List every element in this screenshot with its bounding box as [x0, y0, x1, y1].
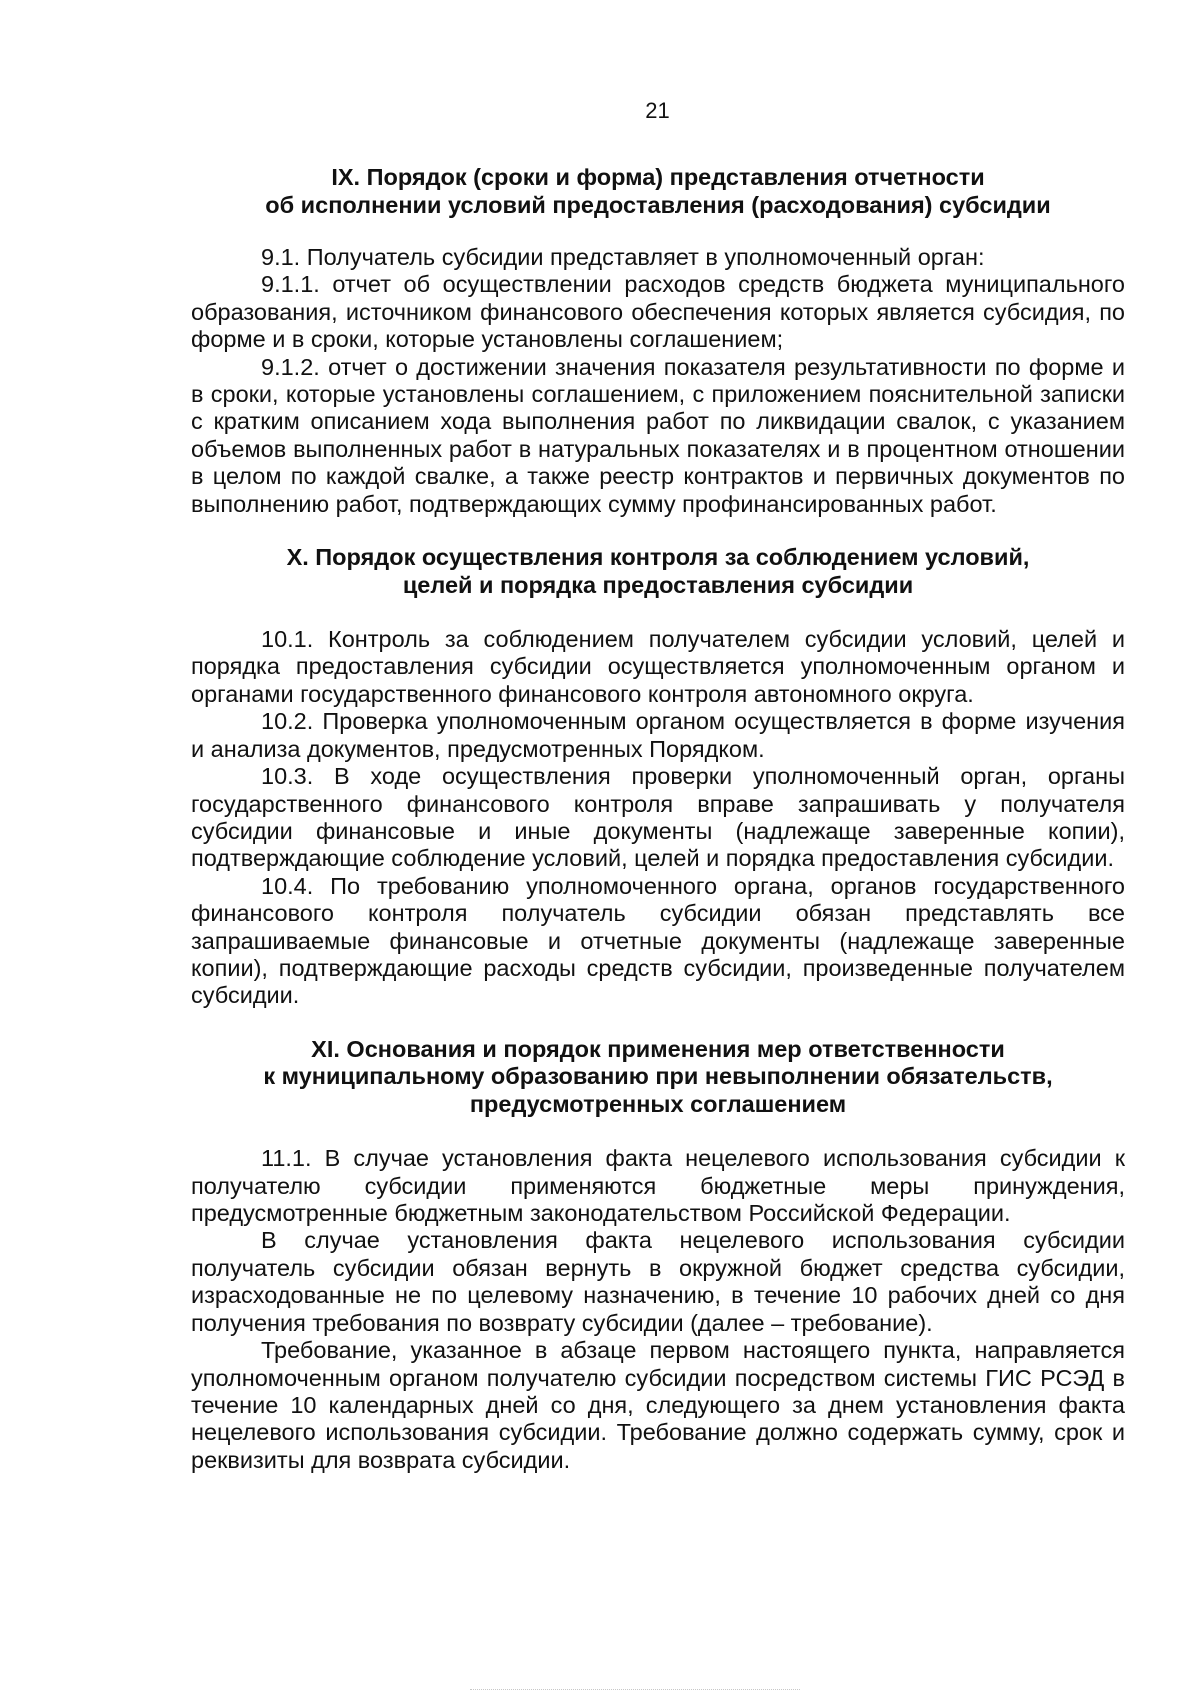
paragraph-9-1-1: 9.1.1. отчет об осуществлении расходов средств бюджета муниципального образования, источником финансового обеспечения которых является субсидия, по форме и в сроки, которые установлены соглашением; [191, 271, 1125, 353]
paragraph-9-1: 9.1. Получатель субсидии представляет в уполномоченный орган: [261, 244, 985, 270]
paragraph-11-1-third: Требование, указанное в абзаце первом настоящего пункта, направляется уполномоченным органом получателю субсидии посредством системы ГИС РСЭД в течение 10 календарных дней со дня, следующего за днем установления факта нецелевого использования субсидии. Требование должно содержать сумму, срок и реквизиты для возврата субсидии. [191, 1337, 1125, 1473]
document-body [191, 164, 1125, 1474]
section-x-heading [191, 544, 1125, 599]
section-xi-heading [191, 1036, 1125, 1119]
heading-line: к муниципальному образованию при невыполнении обязательств, [263, 1063, 1053, 1090]
paragraph-10-4: 10.4. По требованию уполномоченного органа, органов государственного финансового контроля получатель субсидии обязан представлять все запрашиваемые финансовые и отчетные документы (надлежаще заверенные копии), подтверждающие расходы средств субсидии, произведенные получателем субсидии. [191, 872, 1125, 1009]
heading-line: IX. Порядок (сроки и форма) представления отчетности [331, 164, 985, 190]
section-x [191, 544, 1125, 1010]
heading-line: об исполнении условий предоставления (расходования) субсидии [265, 191, 1051, 218]
page-number: 21 [645, 98, 670, 123]
paragraph-9-1-2: 9.1.2. отчет о достижении значения показателя результативности по форме и в сроки, которые установлены соглашением, с приложением пояснительной записки с кратким описанием хода выполнения работ по ликвидации свалок, с указанием объемов выполненных работ в натуральных показателях и в процентном отношении в целом по каждой свалке, а также реестр контрактов и первичных документов по выполнению работ, подтверждающих сумму профинансированных работ. [191, 353, 1125, 517]
paragraph-10-2: 10.2. Проверка уполномоченным органом осуществляется в форме изучения и анализа документов, предусмотренных Порядком. [191, 708, 1125, 762]
section-spacer [191, 1010, 1125, 1036]
section-spacer [191, 518, 1125, 544]
paragraph-11-1-second: В случае установления факта нецелевого использования субсидии получатель субсидии обязан вернуть в окружной бюджет средства субсидии, израсходованные не по целевому назначению, в течение 10 рабочих дней со дня получения требования по возврату субсидии (далее – требование). [191, 1227, 1125, 1336]
section-xi [191, 1036, 1125, 1474]
section-ix-heading [191, 164, 1125, 219]
heading-line: X. Порядок осуществления контроля за соблюдением условий, [286, 544, 1030, 571]
heading-line: XI. Основания и порядок применения мер ответственности [311, 1035, 1005, 1062]
heading-line: предусмотренных соглашением [469, 1090, 847, 1117]
scan-artifact-line [470, 1689, 800, 1691]
paragraph-10-1: 10.1. Контроль за соблюдением получателем субсидии условий, целей и порядка предоставления субсидии осуществляется уполномоченным органом и органами государственного финансового контроля автономного округа. [191, 626, 1125, 707]
paragraph-11-1: 11.1. В случае установления факта нецелевого использования субсидии к получателю субсидии применяются бюджетные меры принуждения, предусмотренные бюджетным законодательством Российской Федерации. [191, 1145, 1125, 1227]
heading-line: целей и порядка предоставления субсидии [402, 571, 914, 598]
paragraph-10-3: 10.3. В ходе осуществления проверки уполномоченный орган, органы государственного финансового контроля вправе запрашивать у получателя субсидии финансовые и иные документы (надлежаще заверенные копии), подтверждающие соблюдение условий, целей и порядка предоставления субсидии. [191, 763, 1125, 872]
section-ix [191, 164, 1125, 518]
